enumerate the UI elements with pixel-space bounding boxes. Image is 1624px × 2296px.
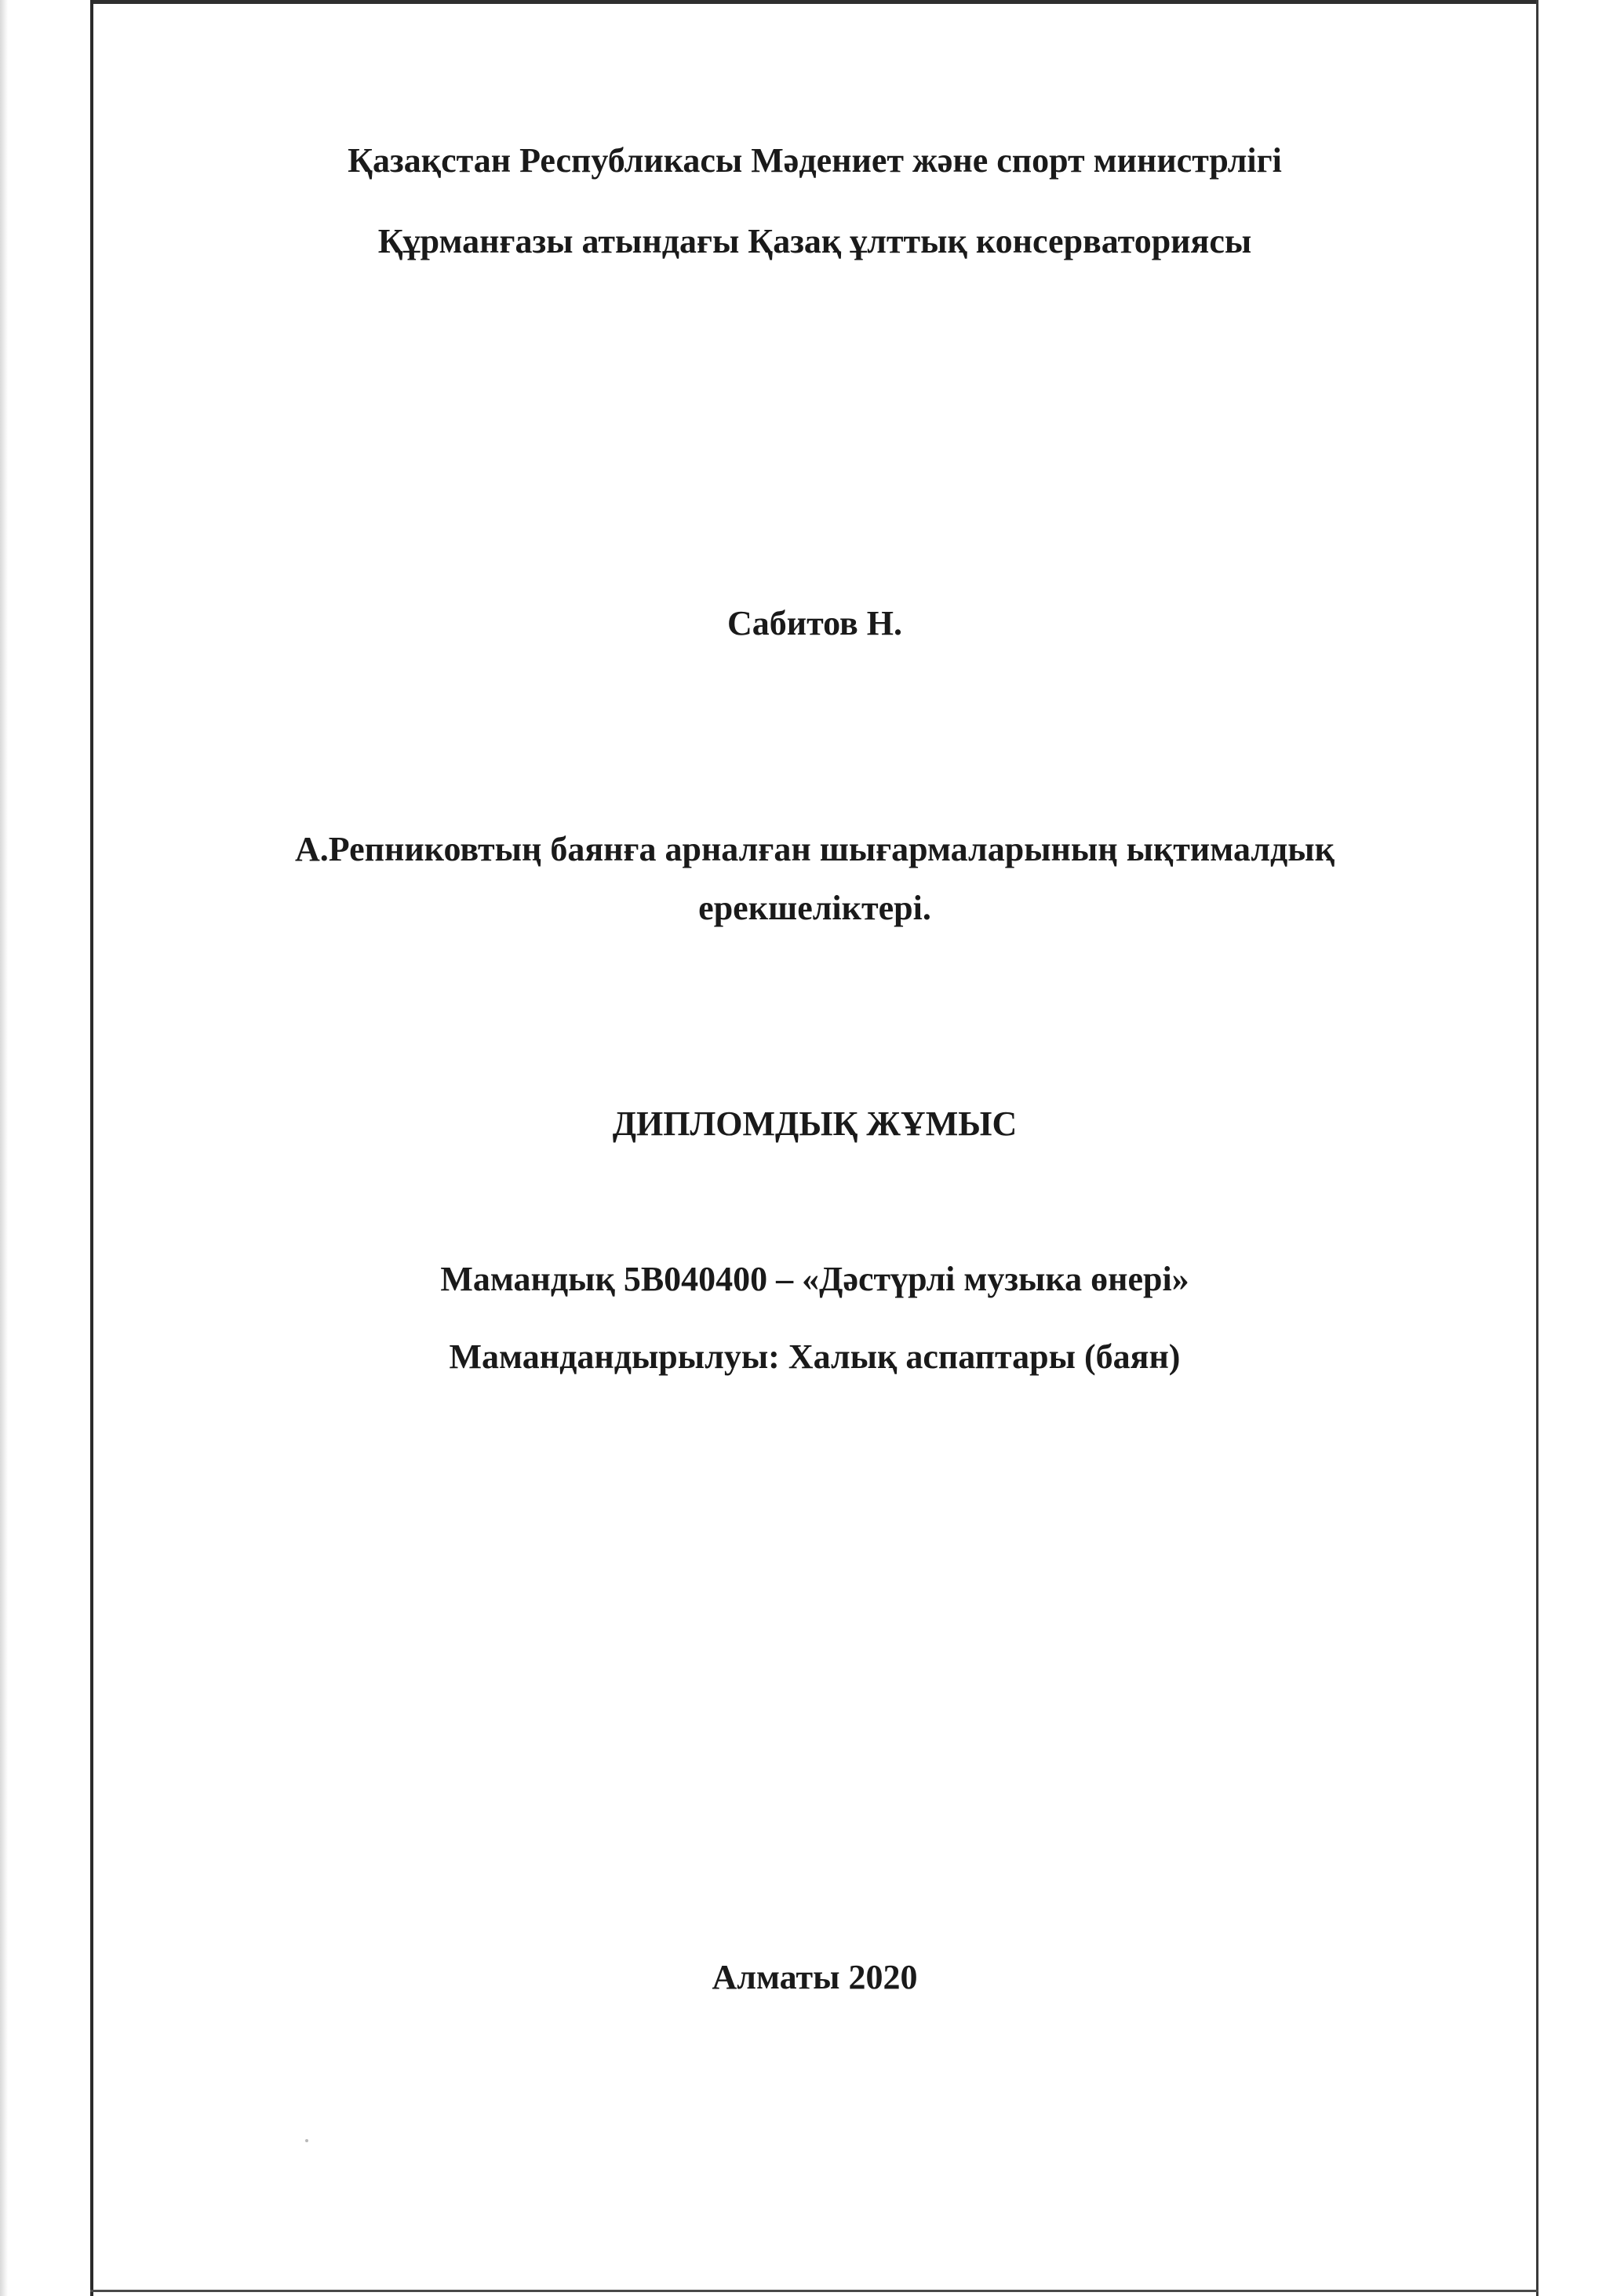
thesis-title-line-2: ерекшеліктері. (698, 889, 931, 927)
city-year: Алматы 2020 (712, 1958, 918, 1996)
title-page (93, 4, 1536, 2290)
specialization: Мамандандырылуы: Халық аспаптары (баян) (449, 1337, 1181, 1376)
specialty: Мамандық 5В040400 – «Дәстүрлі музыка өнері» (440, 1260, 1189, 1298)
work-type: ДИПЛОМДЫҚ ЖҰМЫС (612, 1104, 1018, 1143)
author-name: Сабитов Н. (726, 604, 903, 642)
scan-speck (305, 2139, 308, 2142)
scan-shadow (0, 0, 8, 2296)
conservatory-name: Құрманғазы атындағы Қазақ ұлттық консерваториясы (377, 222, 1252, 260)
ministry-name: Қазақстан Республикасы Мәдениет және спорт министрлігі (348, 141, 1282, 180)
page-edge-right (1536, 0, 1538, 2296)
thesis-title-line-1: А.Репниковтың баянға арналған шығармаларының ықтималдық (295, 830, 1335, 868)
page-edge-bottom (90, 2290, 1538, 2292)
